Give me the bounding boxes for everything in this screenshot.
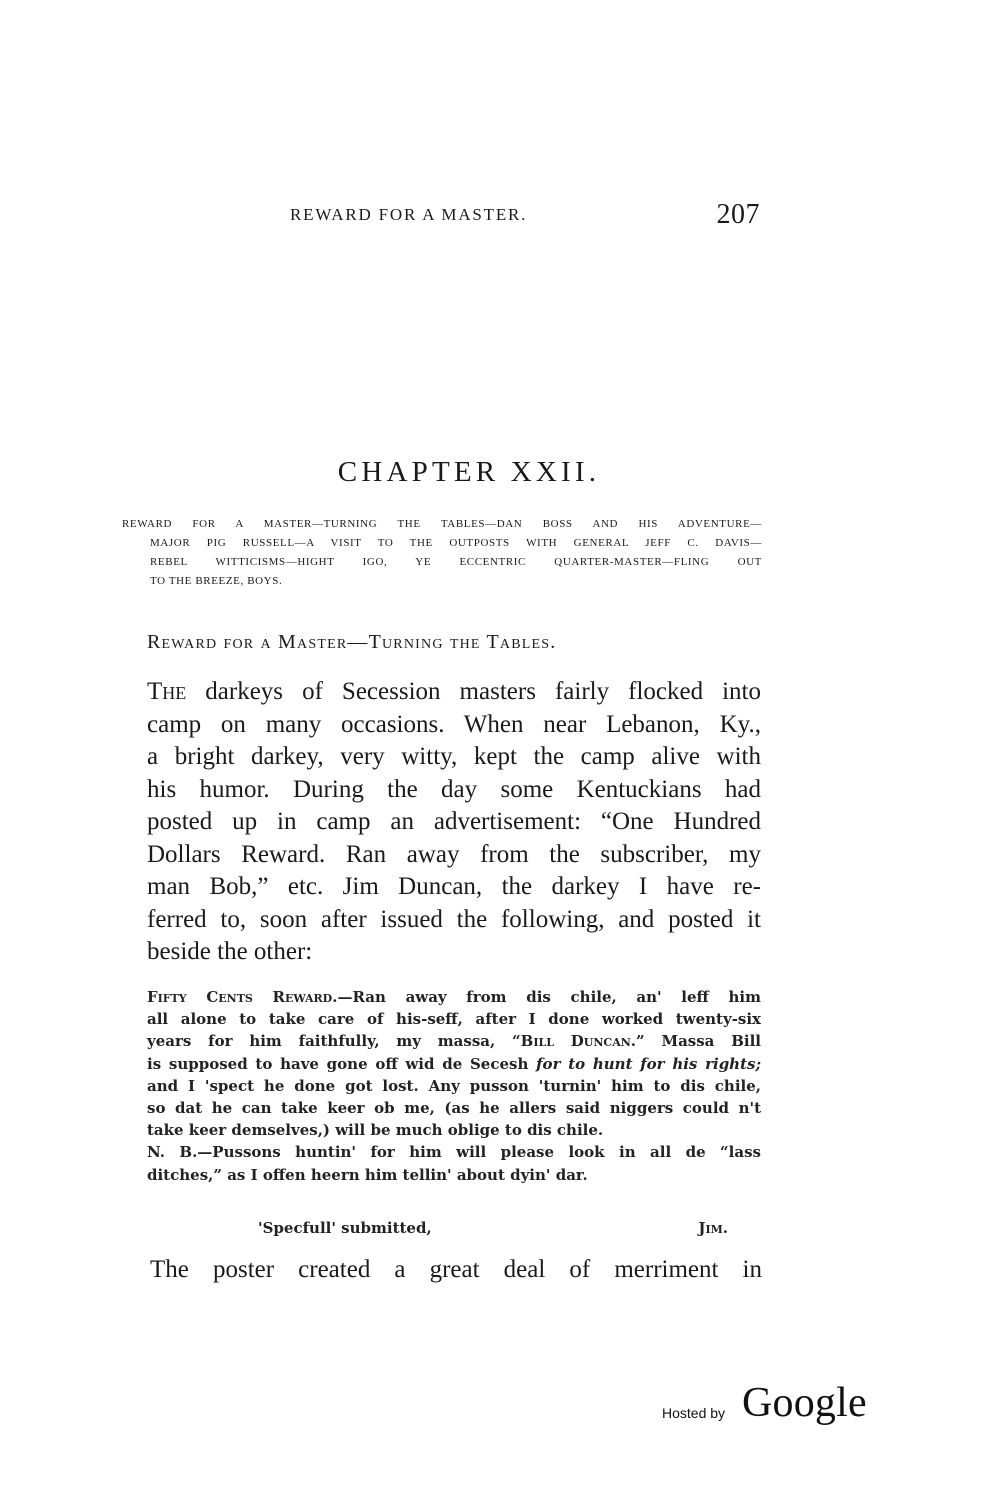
notice-line: take keer demselves,) will be much oblige to dis chile. (147, 1121, 604, 1140)
notice-closing: 'Specfull' submitted, (258, 1219, 432, 1237)
section-heading: Reward for a Master—Turning the Tables. (147, 631, 557, 653)
running-title: REWARD FOR A MASTER. (290, 205, 528, 224)
notice-nb-line: N. B.—Pussons huntin' for him will please look in all de “lass (147, 1143, 761, 1162)
notice-nb-line: ditches,” as I offen heern him tellin' about dyin' dar. (147, 1165, 588, 1184)
chapter-title: CHAPTER XXII. (337, 456, 601, 488)
synopsis-line: REBEL WITTICISMS—HIGHT IGO, YE ECCENTRIC QUARTER-MASTER—FLING OUT (150, 556, 762, 568)
notice-line-text: is supposed to have gone off wid de Secesh (147, 1054, 537, 1073)
continuation-line: The poster created a great deal of merriment in (150, 1256, 762, 1283)
notice-line (147, 1053, 761, 1075)
notice-line: all alone to take care of his-seff, after I done worked twenty-six (147, 1010, 761, 1029)
drop-word: The (147, 678, 187, 705)
chapter-synopsis (122, 515, 762, 591)
synopsis-line: TO THE BREEZE, BOYS. (150, 575, 283, 587)
running-head (290, 199, 760, 232)
notice-italic: for to hunt for his rights; (536, 1054, 761, 1073)
synopsis-line: MAJOR PIG RUSSELL—A VISIT TO THE OUTPOSTS WITH GENERAL JEFF C. DAVIS— (150, 537, 762, 549)
notice-line-text: —Ran away from dis chile, an' leff him (337, 988, 762, 1006)
body-line (147, 676, 761, 709)
notice-line (147, 1030, 761, 1052)
body-line: ferred to, soon after issued the following, and posted it (147, 905, 761, 933)
body-line: man Bob,” etc. Jim Duncan, the darkey I have re- (147, 873, 761, 900)
notice-name: Bill Duncan. (520, 1032, 637, 1051)
page-number: 207 (716, 199, 760, 230)
notice-lead: Fifty Cents Reward. (147, 988, 338, 1006)
synopsis-line: REWARD FOR A MASTER—TURNING THE TABLES—DAN BOSS AND HIS ADVENTURE— (122, 518, 762, 530)
notice-signer: Jim. (698, 1219, 728, 1237)
google-watermark (662, 1380, 872, 1437)
notice-line: and I 'spect he done got lost. Any pusson 'turnin' him to dis chile, (147, 1076, 761, 1095)
body-line: a bright darkey, very witty, kept the camp alive with (147, 743, 761, 770)
body-paragraph (147, 676, 761, 969)
notice-line: so dat he can take keer ob me, (as he allers said niggers could n't (147, 1099, 761, 1118)
reward-notice (147, 986, 761, 1186)
notice-line-text: years for him faithfully, my massa, “ (147, 1032, 521, 1051)
body-line: Dollars Reward. Ran away from the subscriber, my (147, 840, 761, 868)
body-line-text: darkeys of Secession masters fairly flocked into (186, 678, 761, 705)
notice-signature (258, 1219, 728, 1241)
google-logo: Google (742, 1380, 867, 1426)
body-line: beside the other: (147, 938, 313, 965)
hosted-by-label: Hosted by (662, 1405, 726, 1421)
body-line: his humor. During the day some Kentuckians had (147, 775, 761, 803)
body-line: camp on many occasions. When near Lebanon, Ky., (147, 710, 761, 738)
notice-line-text: ” Massa Bill (636, 1032, 761, 1051)
notice-line (147, 986, 761, 1008)
body-line: posted up in camp an advertisement: “One Hundred (147, 808, 761, 835)
